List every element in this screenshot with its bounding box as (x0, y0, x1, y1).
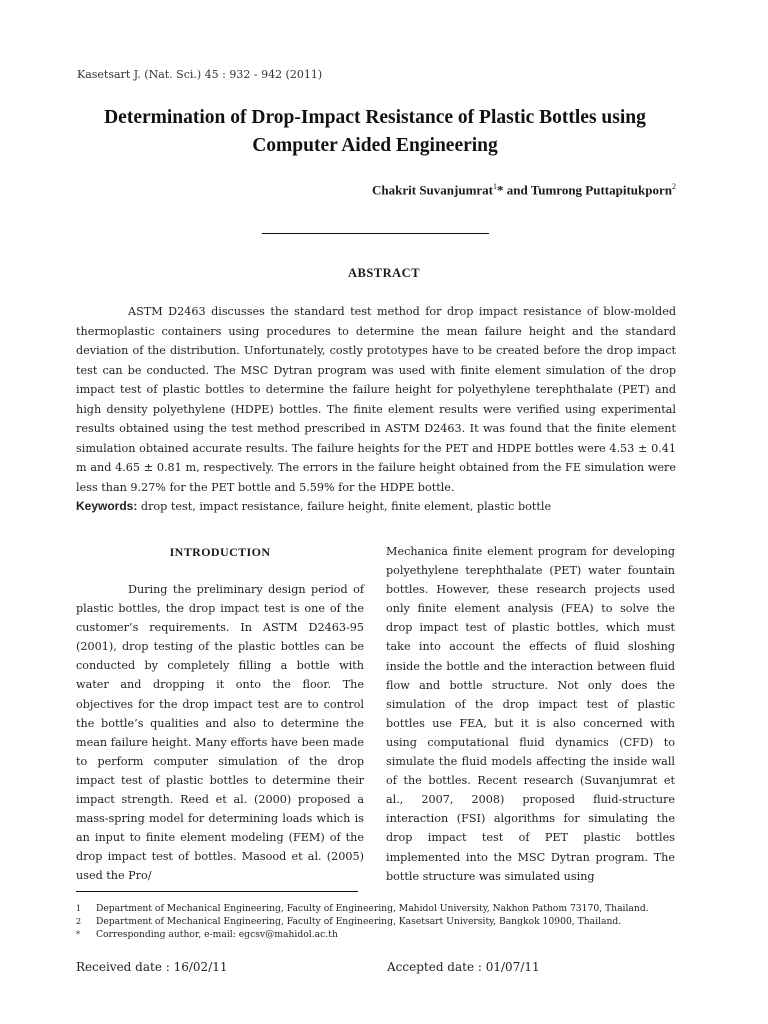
footnote-mark: * (76, 930, 80, 939)
journal-reference: Kasetsart J. (Nat. Sci.) 45 : 932 - 942 (2011) (77, 68, 323, 81)
author-2: Tumrong Puttapitukporn (530, 182, 672, 198)
footnote-1 (76, 902, 696, 915)
footnote-mark: 1 (76, 904, 82, 913)
footnote-divider (76, 891, 358, 892)
footnote-mark: 2 (76, 917, 82, 926)
footnote-2 (76, 915, 696, 928)
title-divider (262, 233, 489, 234)
corresponding-mark: * (497, 182, 504, 198)
abstract-text: ASTM D2463 discusses the standard test method for drop impact resistance of blow-molded thermoplastic containers using procedures to determine the mean failure height and the standard deviation of the distribution. Unfortunately, costly prototypes have to be created before the drop impact test can be conducted. The MSC Dytran program was used with finite element simulation of the drop impact test of plastic bottles to determine the failure height for polyethylene terephthalate (PET) and high density polyethylene (HDPE) bottles. The finite element results were verified using experimental results obtained using the test method prescribed in ASTM D2463. It was found that the finite element simulation obtained accurate results. The failure heights for the PET and HDPE bottles were 4.53 ± 0.41 m and 4.65 ± 0.81 m, respectively. The errors in the failure height obtained from the FE simulation were less than 9.27% for the PET bottle and 5.59% for the HDPE bottle. (76, 305, 676, 494)
introduction-right-text: Mechanica finite element program for developing polyethylene terephthalate (PET) water fountain bottles. However, these research projects used only finite element analysis (FEA) to solve the drop impact test of plastic bottles, which must take into account the effects of fluid sloshing inside the bottle and the interaction between fluid flow and bottle structure. Not only does the simulation of the drop impact test of plastic bottles use FEA, but it is also concerned with using computational fluid dynamics (CFD) to simulate the fluid models affecting the inside wall of the bottles. Recent research (Suvanjumrat et al., 2007, 2008) proposed fluid-structure interaction (FSI) algorithms for simulating the drop impact test of PET plastic bottles implemented into the MSC Dytran program. The bottle structure was simulated using (386, 545, 675, 883)
keywords-text: drop test, impact resistance, failure height, finite element, plastic bottle (137, 500, 552, 513)
author-1: Chakrit Suvanjumrat (372, 182, 494, 198)
left-column (76, 542, 364, 886)
abstract-heading: ABSTRACT (347, 266, 421, 280)
introduction-left-text: During the preliminary design period of plastic bottles, the drop impact test is one of the customer’s requirements. In ASTM D2463-95 (2001), drop testing of the plastic bottles can be conducted by completely filling a bottle with water and dropping it onto the floor. The objectives for the drop impact test are to control the bottle’s qualities and also to determine the mean failure height. Many efforts have been made to perform computer simulation of the drop impact test of plastic bottles to determine their impact strength. Reed et al. (2000) proposed a mass-spring model for determining loads which is an input to finite element modeling (FEM) of the drop impact test of bottles. Masood et al. (2005) used the Pro/ (76, 583, 364, 883)
introduction-heading: INTRODUCTION (169, 545, 271, 559)
accepted-date: Accepted date : 01/07/11 (387, 960, 540, 974)
received-date: Received date : 16/02/11 (76, 960, 228, 974)
author-2-affiliation: 2 (672, 182, 676, 191)
author-conjunction: and (503, 182, 531, 198)
author-line (372, 182, 676, 198)
footnote-text: Department of Mechanical Engineering, Faculty of Engineering, Kasetsart University, Bangkok 10900, Thailand. (96, 916, 622, 927)
footnote-corresponding (76, 928, 696, 941)
footnote-text: Corresponding author, e-mail: egcsv@mahidol.ac.th (96, 929, 338, 940)
paper-title: Determination of Drop-Impact Resistance of Plastic Bottles using Computer Aided Engineering (104, 107, 646, 156)
keywords-label: Keywords: (76, 499, 138, 513)
footnote-text: Department of Mechanical Engineering, Faculty of Engineering, Mahidol University, Nakhon Pathom 73170, Thailand. (96, 903, 649, 914)
right-column (386, 542, 675, 886)
author-1-affiliation: 1 (493, 182, 498, 191)
footnotes (76, 902, 696, 941)
keywords (76, 499, 676, 513)
